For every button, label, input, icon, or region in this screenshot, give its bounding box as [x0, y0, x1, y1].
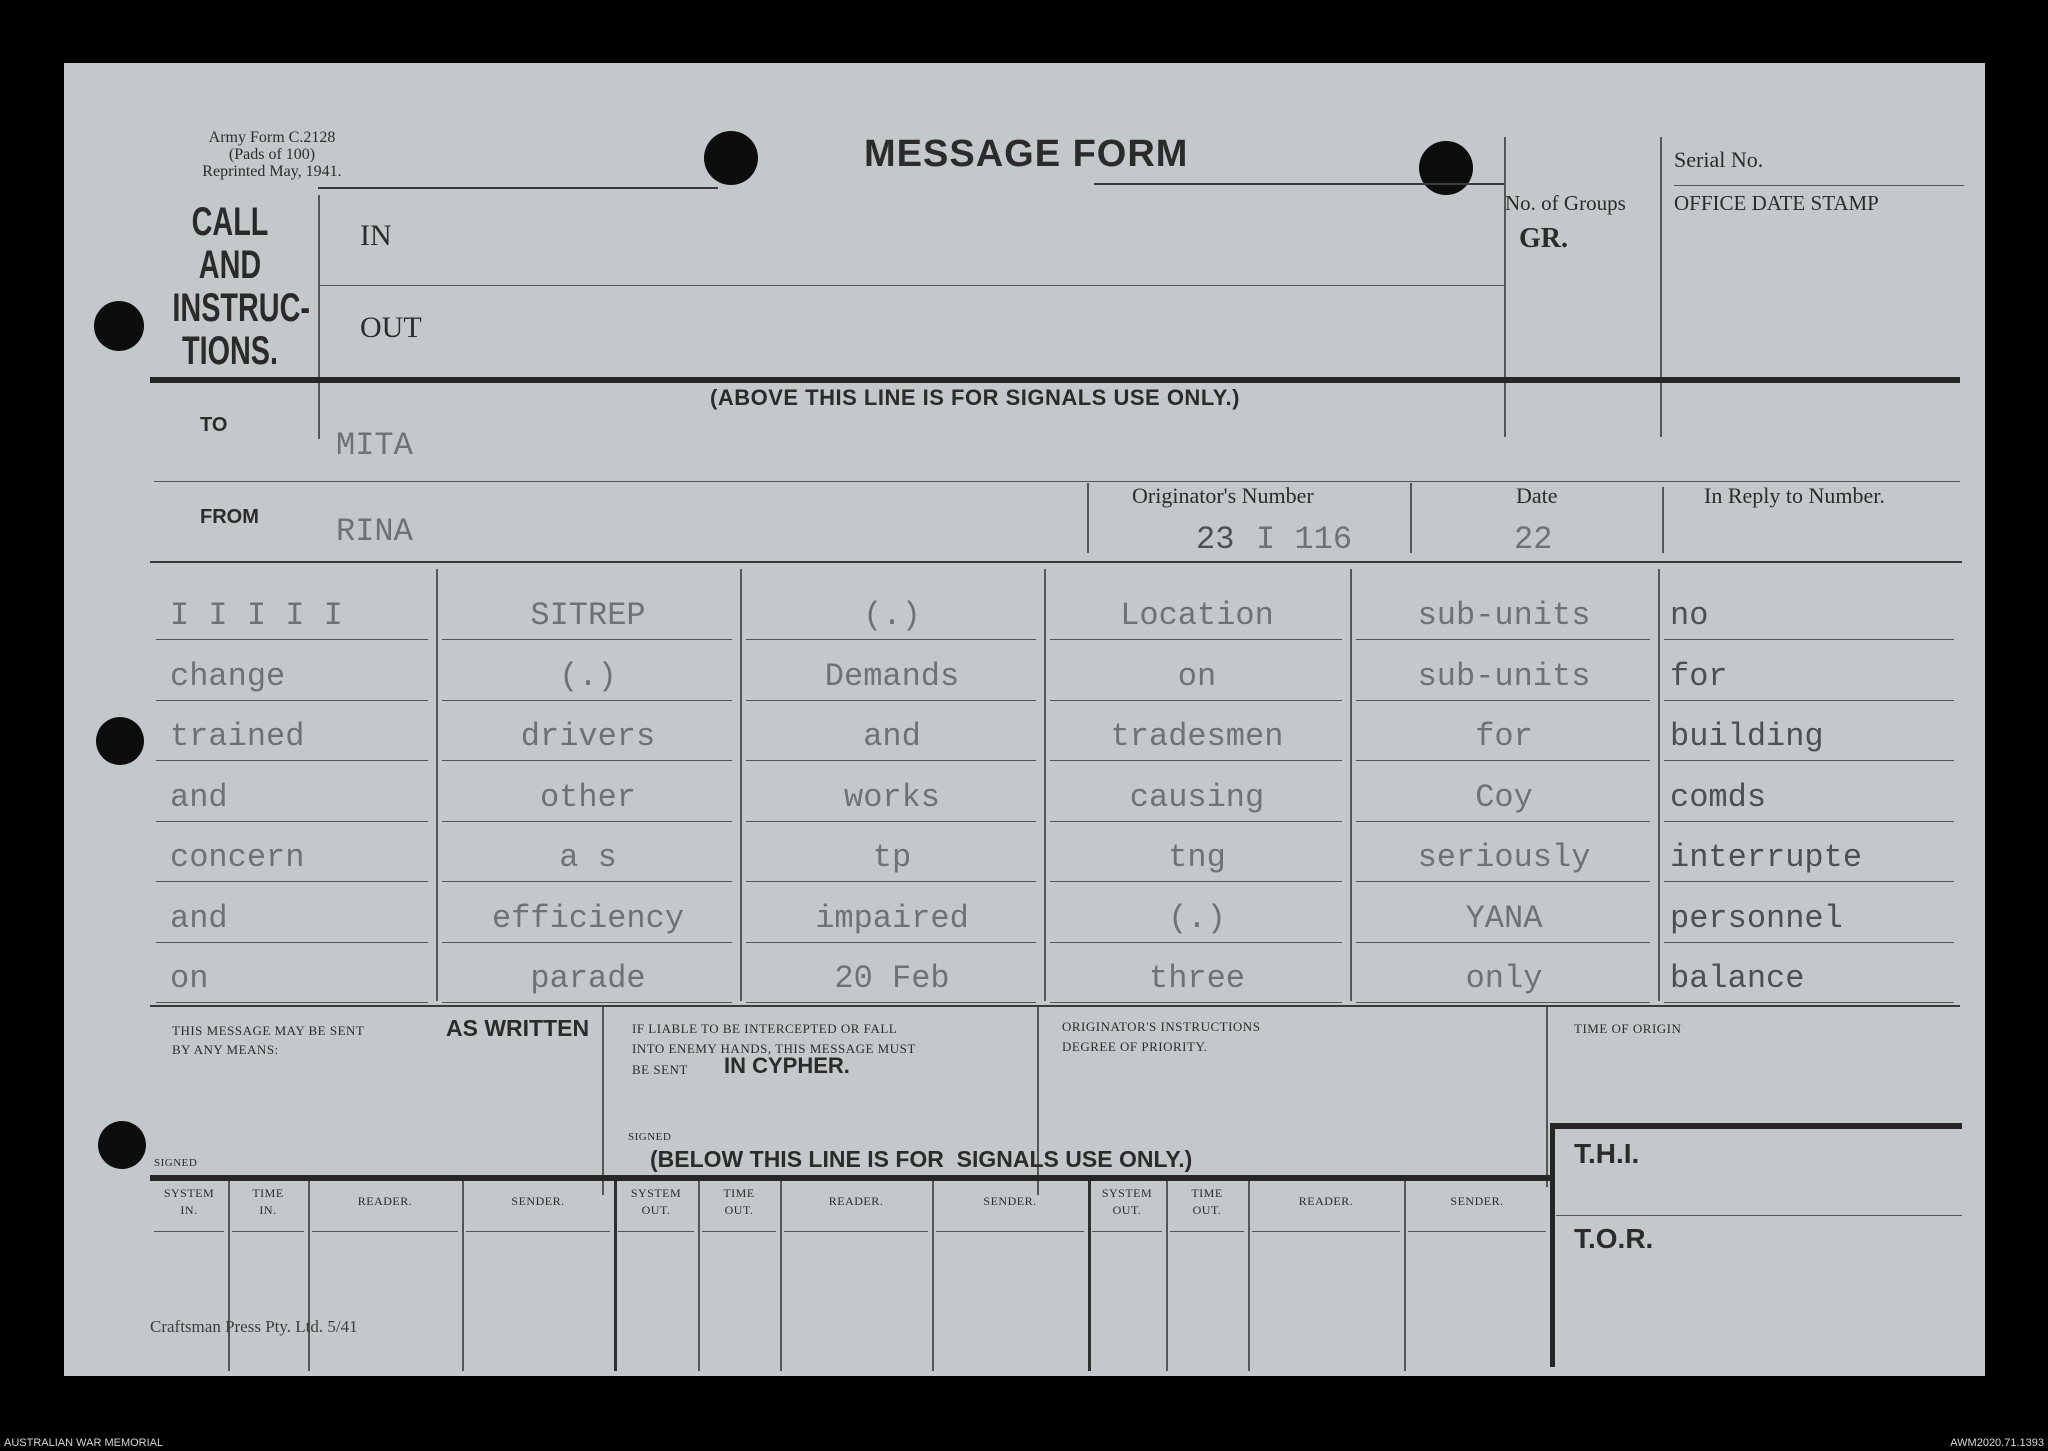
- signals-table-header: [698, 1185, 780, 1219]
- signals-header-rule: [232, 1231, 304, 1232]
- as-written-label: AS WRITTEN: [446, 1015, 590, 1041]
- message-word: interrupte: [1670, 839, 1863, 876]
- signals-use-below: (BELOW THIS LINE IS FOR SIGNALS USE ONLY.): [650, 1146, 1193, 1172]
- from-label: FROM: [200, 506, 259, 528]
- signals-header-line-1: SENDER.: [1450, 1194, 1504, 1208]
- army-form-number: Army Form C.2128: [208, 129, 336, 146]
- to-value: MITA: [336, 427, 413, 464]
- message-word: for: [1670, 657, 1728, 695]
- signals-table-header: [1404, 1193, 1550, 1210]
- signals-table-header: [932, 1193, 1088, 1210]
- message-word: no: [1670, 597, 1709, 634]
- message-word: tp: [872, 839, 912, 876]
- signals-header-line-1: SENDER.: [983, 1194, 1037, 1208]
- signals-header-line-2: IN.: [259, 1203, 277, 1217]
- signals-table-header: [780, 1193, 932, 1210]
- imprint: Craftsman Press Pty. Ltd. 5/41: [150, 1317, 358, 1336]
- in-cypher-label: IN CYPHER.: [724, 1053, 850, 1078]
- signals-header-line-1: SYSTEM: [1101, 1186, 1153, 1200]
- message-word: on: [170, 960, 209, 997]
- signals-header-line-1: TIME: [1191, 1186, 1223, 1200]
- call-line-3: INSTRUC-: [172, 286, 310, 330]
- message-word: and: [863, 718, 921, 755]
- form-title: MESSAGE FORM: [864, 133, 1189, 175]
- originators-number-value: I 116: [1256, 521, 1353, 558]
- archive-credit-right: AWM2020.71.1393: [1950, 1437, 2044, 1449]
- date-value: 22: [1514, 521, 1553, 558]
- tor-label: T.O.R.: [1574, 1223, 1654, 1254]
- time-of-origin-label: TIME OF ORIGIN: [1574, 1021, 1682, 1036]
- message-word: YANA: [1465, 899, 1543, 937]
- signals-header-rule: [936, 1231, 1084, 1232]
- signals-use-above: (ABOVE THIS LINE IS FOR SIGNALS USE ONLY.): [710, 385, 1240, 410]
- signals-header-line-2: OUT.: [1192, 1203, 1222, 1217]
- message-word: Demands: [824, 657, 960, 695]
- signals-header-line-1: READER.: [357, 1194, 413, 1208]
- message-word: balance: [1670, 960, 1805, 997]
- no-of-groups-label: No. of Groups: [1505, 191, 1626, 215]
- in-label: IN: [360, 219, 392, 252]
- signals-header-line-2: OUT.: [1112, 1203, 1142, 1217]
- message-word: (.): [1168, 899, 1226, 937]
- may-be-sent-text: THIS MESSAGE MAY BE SENT: [172, 1023, 365, 1038]
- message-form: [64, 63, 1985, 1376]
- message-word: SITREP: [530, 597, 646, 634]
- to-label: TO: [200, 414, 228, 436]
- message-word: comds: [1670, 778, 1767, 816]
- call-line-4: TIONS.: [181, 329, 279, 373]
- message-word: tng: [1168, 839, 1226, 876]
- pads-note: (Pads of 100): [228, 146, 316, 163]
- message-word: efficiency: [491, 899, 685, 937]
- message-word: concern: [170, 839, 305, 876]
- message-word: and: [170, 899, 228, 937]
- date-label: Date: [1516, 483, 1558, 508]
- message-word: personnel: [1670, 899, 1843, 937]
- message-word: other: [539, 778, 636, 816]
- signals-table-header: [462, 1193, 614, 1210]
- signals-table: [64, 63, 1985, 1376]
- signals-table-header: [1248, 1193, 1404, 1210]
- out-label: OUT: [360, 311, 422, 344]
- thi-label: T.H.I.: [1574, 1138, 1640, 1169]
- message-word: drivers: [520, 718, 656, 755]
- signals-header-line-1: READER.: [828, 1194, 884, 1208]
- message-word: (.): [559, 657, 617, 695]
- message-word: Location: [1120, 597, 1274, 634]
- if-liable-line-2: INTO ENEMY HANDS, THIS MESSAGE MUST: [632, 1041, 916, 1056]
- signals-table-header: [614, 1185, 698, 1219]
- originators-number-label: Originator's Number: [1132, 483, 1314, 508]
- message-word: three: [1148, 960, 1245, 997]
- message-word: sub-units: [1417, 597, 1591, 634]
- message-word: causing: [1129, 778, 1265, 816]
- signals-header-line-1: TIME: [723, 1186, 755, 1200]
- if-liable-line-1: IF LIABLE TO BE INTERCEPTED OR FALL: [632, 1021, 898, 1036]
- signed-mid-label: SIGNED: [628, 1131, 672, 1143]
- gr-label: GR.: [1519, 223, 1568, 254]
- signals-table-header: [150, 1185, 228, 1219]
- be-sent-text: BE SENT: [632, 1062, 688, 1077]
- signed-left-label: SIGNED: [154, 1157, 198, 1169]
- message-word: works: [843, 778, 940, 816]
- signals-table-header: [1166, 1185, 1248, 1219]
- archive-credit-left: AUSTRALIAN WAR MEMORIAL: [4, 1437, 164, 1449]
- message-word: a s: [559, 839, 617, 876]
- message-word: only: [1465, 960, 1543, 997]
- signals-header-rule: [784, 1231, 928, 1232]
- signals-header-rule: [154, 1231, 224, 1232]
- serial-no-label: Serial No.: [1674, 147, 1764, 172]
- originators-number-struck: 23: [1196, 521, 1235, 558]
- message-word: and: [170, 778, 228, 816]
- message-word: on: [1177, 657, 1217, 695]
- signals-header-line-1: READER.: [1298, 1194, 1354, 1208]
- message-word: I I I I I: [170, 597, 343, 634]
- message-word: building: [1670, 718, 1824, 755]
- message-word: parade: [530, 960, 646, 997]
- signals-header-rule: [312, 1231, 458, 1232]
- originators-instructions-label: ORIGINATOR'S INSTRUCTIONS: [1062, 1019, 1261, 1034]
- signals-header-rule: [466, 1231, 610, 1232]
- call-line-1: CALL: [191, 200, 269, 244]
- signals-header-rule: [702, 1231, 776, 1232]
- degree-of-priority-label: DEGREE OF PRIORITY.: [1062, 1039, 1208, 1054]
- message-word: impaired: [815, 899, 969, 937]
- signals-table-header: [308, 1193, 462, 1210]
- message-word: sub-units: [1417, 657, 1591, 695]
- signals-header-rule: [1252, 1231, 1400, 1232]
- message-word: change: [170, 657, 286, 695]
- call-line-2: AND: [198, 243, 262, 287]
- message-word: Coy: [1475, 778, 1533, 816]
- signals-header-line-2: OUT.: [641, 1203, 671, 1217]
- message-word: tradesmen: [1110, 718, 1284, 755]
- signals-table-header: [1088, 1185, 1166, 1219]
- by-any-means-text: BY ANY MEANS:: [172, 1042, 279, 1057]
- in-reply-label: In Reply to Number.: [1704, 483, 1885, 508]
- office-date-stamp-label: OFFICE DATE STAMP: [1674, 191, 1879, 215]
- message-word: for: [1475, 718, 1533, 755]
- message-word: seriously: [1417, 839, 1591, 876]
- signals-table-header: [228, 1185, 308, 1219]
- message-word: trained: [170, 718, 305, 755]
- signals-header-line-1: SYSTEM: [163, 1186, 215, 1200]
- signals-header-line-2: OUT.: [724, 1203, 754, 1217]
- reprinted-note: Reprinted May, 1941.: [202, 163, 342, 180]
- signals-header-line-1: SENDER.: [511, 1194, 565, 1208]
- signals-header-rule: [1092, 1231, 1162, 1232]
- signals-header-line-1: TIME: [252, 1186, 284, 1200]
- from-value: RINA: [336, 513, 413, 550]
- signals-header-line-2: IN.: [180, 1203, 198, 1217]
- signals-header-rule: [1408, 1231, 1546, 1232]
- signals-header-line-1: SYSTEM: [630, 1186, 682, 1200]
- signals-header-rule: [618, 1231, 694, 1232]
- message-word: (.): [863, 597, 921, 634]
- message-word: 20 Feb: [834, 960, 950, 997]
- signals-header-rule: [1170, 1231, 1244, 1232]
